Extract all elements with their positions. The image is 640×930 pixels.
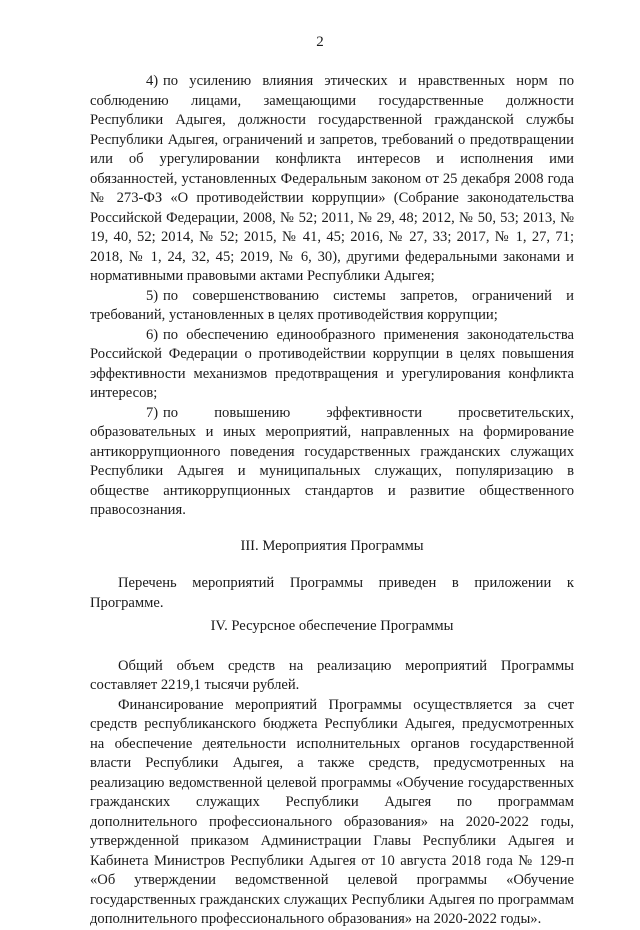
list-item-text: по повышению эффективности просветительских, образовательных и иных мероприятий, направленных на формирование антикоррупционного поведения государственных гражданских служащих Республики Адыгея и муниципальных служащих, популяризацию в обществе антикоррупционных стандартов и развитие общественного правосознания.: [90, 404, 574, 518]
list-item-text: по обеспечению единообразного применения законодательства Российской Федерации о противодействии коррупции в целях повышения эффективности механизмов предотвращения и урегулирования конфликта интересов;: [90, 326, 574, 401]
list-item-5: [90, 287, 574, 326]
section-3-heading: III. Мероприятия Программы: [240, 537, 424, 554]
section-4-paragraph-1: Общий объем средств на реализацию мероприятий Программы составляет 2219,1 тысячи рублей.: [90, 657, 574, 693]
list-item-number: 7): [146, 404, 159, 421]
list-item-text: по совершенствованию системы запретов, ограничений и требований, установленных в целях противодействия коррупции;: [90, 287, 574, 323]
page-number: 2: [316, 34, 324, 50]
list-item-4: [90, 72, 574, 287]
list-item-number: 4): [146, 73, 159, 89]
list-item-text: по усилению влияния этических и нравственных норм по соблюдению лицами, замещающими государственные должности Республики Адыгея, должности государственной гражданской службы Республики Адыгея, ограничений и запретов, требований о предотвращении или об урегулировании конфликта интересов и исполнения ими обязанностей, установленных Федеральным законом от 25 декабря 2008 года № 273-ФЗ «О противодействии коррупции» (Собрание законодательства Российской Федерации, 2008, № 52; 2011, № 29, 48; 2012, № 50, 53; 2013, № 19, 40, 52; 2014, № 52; 2015, № 41, 45; 2016, № 27, 33; 2017, № 1, 27, 71; 2018, № 1, 24, 32, 45; 2019, № 6, 30), другими федеральными законами и нормативными правовыми актами Республики Адыгея;: [90, 73, 574, 284]
list-item-number: 6): [146, 326, 159, 343]
list-item-7: [90, 404, 574, 521]
section-4-paragraph-2: Финансирование мероприятий Программы осуществляется за счет средств республиканского бюджета Республики Адыгея, предусмотренных на обеспечение деятельности исполнительных органов государственной власти Республики Адыгея, а также средств, предусмотренных на реализацию ведомственной целевой программы «Обучение государственных гражданских служащих Республики Адыгея по программам дополнительного профессионального образования» на 2020-2022 годы, утвержденной приказом Администрации Главы Республики Адыгея и Кабинета Министров Республики Адыгея от 10 августа 2018 года № 129-п «Об утверждении ведомственной целевой программы «Обучение государственных гражданских служащих Республики Адыгея по программам дополнительного профессионального образования» на 2020-2022 годы».: [90, 696, 574, 927]
list-item-number: 5): [146, 287, 159, 304]
list-item-6: [90, 326, 574, 404]
document-body: [90, 72, 574, 930]
section-3-text: Перечень мероприятий Программы приведен в приложении к Программе.: [90, 575, 574, 611]
section-4-heading: IV. Ресурсное обеспечение Программы: [210, 618, 454, 634]
